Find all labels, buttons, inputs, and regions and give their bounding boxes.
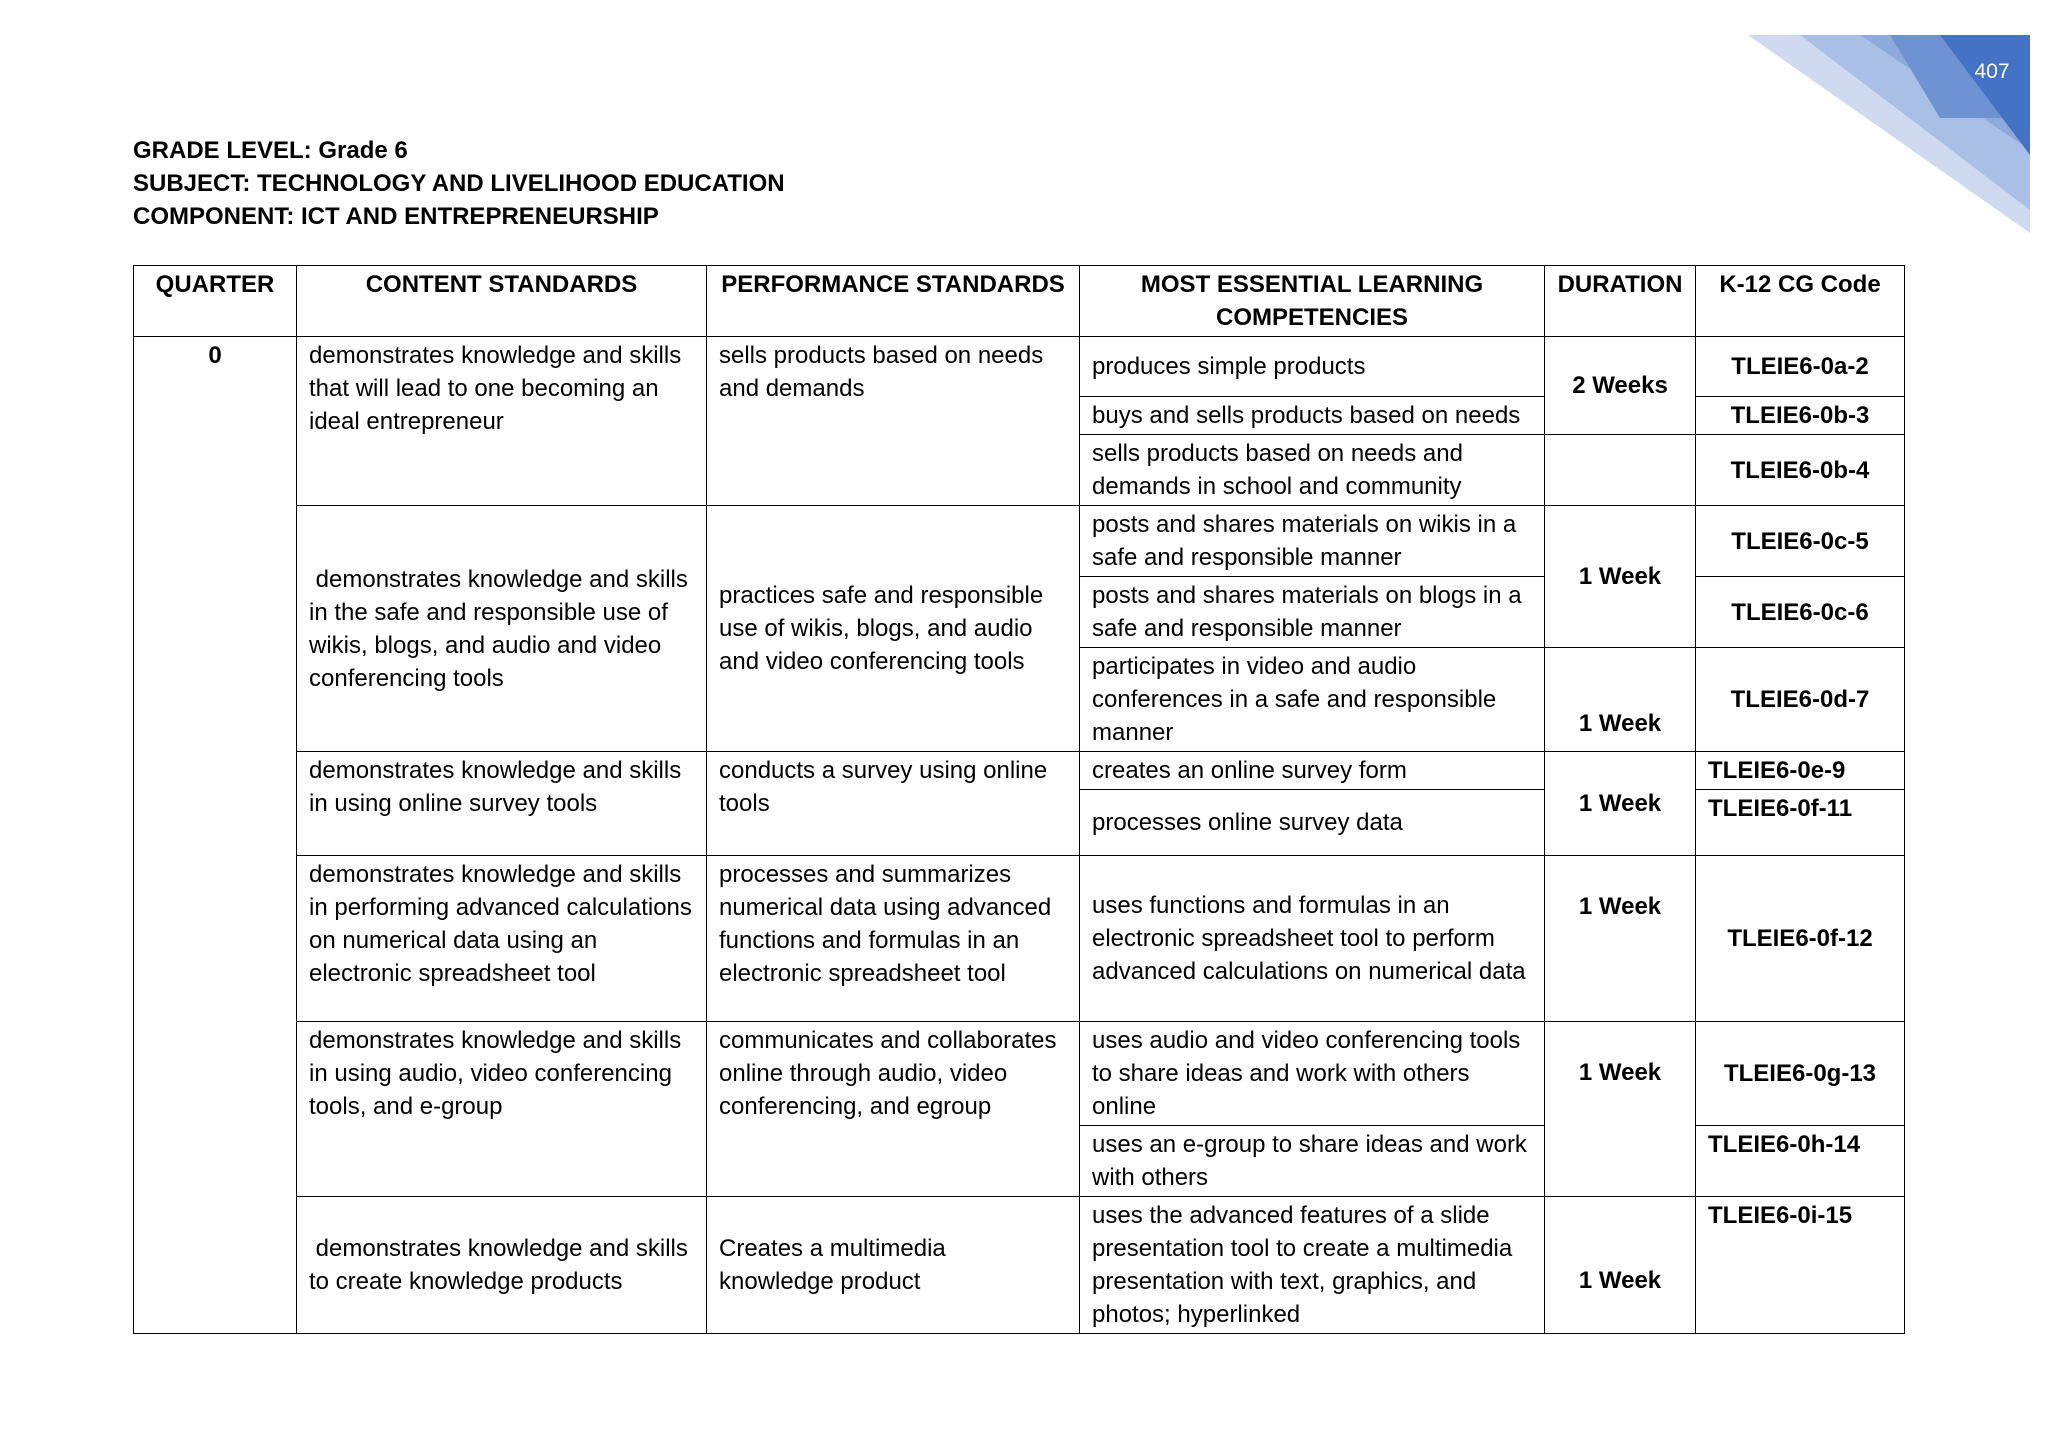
grade-level: GRADE LEVEL: Grade 6 [133,137,408,164]
competency-cell: uses audio and video conferencing tools to share ideas and work with others online [1080,1022,1545,1126]
competency-cell: participates in video and audio conferences in a safe and responsible manner [1080,648,1545,752]
code-cell: TLEIE6-0g-13 [1696,1022,1905,1126]
performance-standard-cell: communicates and collaborates online through audio, video conferencing, and egroup [707,1022,1080,1197]
table-row [134,506,1905,577]
page-number: 407 [1974,60,2010,83]
code-cell: TLEIE6-0c-6 [1696,577,1905,648]
content-standard-cell: demonstrates knowledge and skills that will lead to one becoming an ideal entrepreneur [297,337,707,506]
competency-cell: processes online survey data [1080,790,1545,856]
column-header: PERFORMANCE STANDARDS [707,266,1080,337]
competency-cell: creates an online survey form [1080,752,1545,790]
duration-cell: 1 Week [1545,752,1696,856]
code-cell: TLEIE6-0f-11 [1696,790,1905,856]
content-standard-cell: demonstrates knowledge and skills in using online survey tools [297,752,707,856]
duration-cell: 1 Week [1545,506,1696,648]
duration-cell: 1 Week [1545,648,1696,752]
performance-standard-cell: practices safe and responsible use of wikis, blogs, and audio and video conferencing tools [707,506,1080,752]
column-header: K-12 CG Code [1696,266,1905,337]
competency-cell: buys and sells products based on needs [1080,397,1545,435]
code-cell: TLEIE6-0b-4 [1696,435,1905,506]
code-cell: TLEIE6-0i-15 [1696,1197,1905,1334]
table-header-row [134,266,1905,337]
content-standard-cell: demonstrates knowledge and skills to create knowledge products [297,1197,707,1334]
competency-cell: uses functions and formulas in an electronic spreadsheet tool to perform advanced calculations on numerical data [1080,856,1545,1022]
performance-standard-cell: processes and summarizes numerical data using advanced functions and formulas in an electronic spreadsheet tool [707,856,1080,1022]
duration-cell: 1 Week [1545,1197,1696,1334]
competency-cell: posts and shares materials on blogs in a safe and responsible manner [1080,577,1545,648]
competency-cell: posts and shares materials on wikis in a safe and responsible manner [1080,506,1545,577]
subject: SUBJECT: TECHNOLOGY AND LIVELIHOOD EDUCATION [133,170,785,197]
code-cell: TLEIE6-0e-9 [1696,752,1905,790]
code-cell: TLEIE6-0h-14 [1696,1126,1905,1197]
table-row [134,856,1905,1022]
code-cell: TLEIE6-0c-5 [1696,506,1905,577]
column-header: DURATION [1545,266,1696,337]
table-row [134,752,1905,790]
table-row [134,1022,1905,1126]
duration-cell-empty [1545,435,1696,506]
code-cell: TLEIE6-0d-7 [1696,648,1905,752]
performance-standard-cell: Creates a multimedia knowledge product [707,1197,1080,1334]
competency-cell: sells products based on needs and demands in school and community [1080,435,1545,506]
column-header: QUARTER [134,266,297,337]
component: COMPONENT: ICT AND ENTREPRENEURSHIP [133,203,659,230]
content-standard-cell: demonstrates knowledge and skills in performing advanced calculations on numerical data using an electronic spreadsheet tool [297,856,707,1022]
curriculum-table [133,265,1905,1334]
content-standard-cell: demonstrates knowledge and skills in the safe and responsible use of wikis, blogs, and audio and video conferencing tools [297,506,707,752]
performance-standard-cell: conducts a survey using online tools [707,752,1080,856]
content-standard-cell: demonstrates knowledge and skills in using audio, video conferencing tools, and e-group [297,1022,707,1197]
table-row [134,1197,1905,1334]
competency-cell: uses an e-group to share ideas and work with others [1080,1126,1545,1197]
duration-cell: 2 Weeks [1545,337,1696,435]
duration-cell: 1 Week [1545,856,1696,1022]
table-row [134,337,1905,397]
competency-cell: uses the advanced features of a slide presentation tool to create a multimedia presentation with text, graphics, and photos; hyperlinked [1080,1197,1545,1334]
column-header: CONTENT STANDARDS [297,266,707,337]
code-cell: TLEIE6-0a-2 [1696,337,1905,397]
code-cell: TLEIE6-0b-3 [1696,397,1905,435]
quarter-cell: 0 [134,337,297,1334]
duration-cell: 1 Week [1545,1022,1696,1197]
document-header [133,134,785,233]
performance-standard-cell: sells products based on needs and demands [707,337,1080,506]
column-header: MOST ESSENTIAL LEARNING COMPETENCIES [1080,266,1545,337]
competency-cell: produces simple products [1080,337,1545,397]
code-cell: TLEIE6-0f-12 [1696,856,1905,1022]
